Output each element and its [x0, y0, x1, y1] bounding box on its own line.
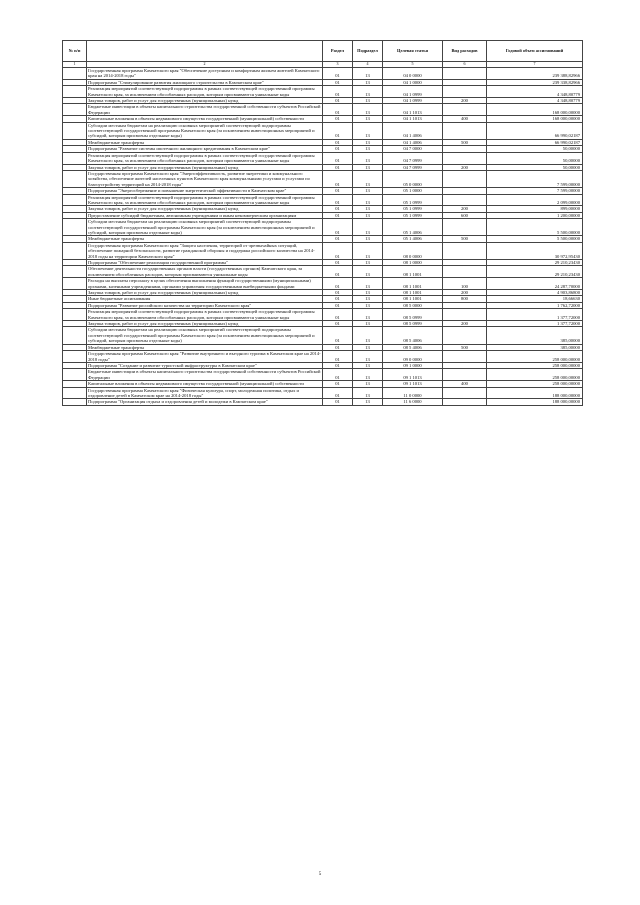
cell-razdel: 01: [323, 344, 353, 350]
cell-expense-type: 200: [443, 206, 487, 212]
cell-expense-type: 500: [443, 236, 487, 242]
cell-name: Подпрограмма "Энергосбережение и повышение энергетической эффективности в Камчатском крае": [87, 188, 323, 194]
table-row: [63, 68, 583, 80]
cell-amount: 258 000,00000: [487, 362, 583, 368]
cell-name: Бюджетные инвестиции в объекты капитального строительства государственной собственности субъектов Российской Федерации: [87, 369, 323, 381]
cell-name: Государственная программа Камчатского края "Физическая культура, спорт, молодежная политика, отдых и оздоровление детей в Камчатском крае на 2014-2018 годы": [87, 387, 323, 399]
cell-razdel: 01: [323, 104, 353, 116]
cell-amount: 50,00000: [487, 164, 583, 170]
column-number: 2: [87, 62, 323, 68]
cell-podrazdel: 13: [353, 381, 383, 387]
cell-row-number: [63, 351, 87, 363]
cell-name: Закупка товаров, работ и услуг для государственных (муниципальных) нужд: [87, 98, 323, 104]
cell-amount: 1 377,72000: [487, 321, 583, 327]
cell-amount: 7 599,00000: [487, 188, 583, 194]
cell-expense-type: 200: [443, 290, 487, 296]
cell-razdel: 01: [323, 387, 353, 399]
table-row: [63, 170, 583, 187]
cell-razdel: 01: [323, 212, 353, 218]
table-row: [63, 309, 583, 321]
cell-target-article: 04 1 4006: [383, 122, 443, 139]
cell-name: Закупка товаров, работ и услуг для государственных (муниципальных) нужд: [87, 206, 323, 212]
cell-expense-type: [443, 369, 487, 381]
cell-amount: 29 210,23430: [487, 260, 583, 266]
cell-podrazdel: 13: [353, 122, 383, 139]
table-row: [63, 194, 583, 206]
cell-name: Реализация мероприятий соответствующей подпрограммы в рамках соответствующей государственной программы Камчатского края, за исключением обособленных расходов, которым присваиваются уникальные коды: [87, 309, 323, 321]
cell-name: Межбюджетные трансферты: [87, 139, 323, 145]
cell-name: Предоставление субсидий бюджетным, автономным учреждениям и иным некоммерческим организациям: [87, 212, 323, 218]
cell-name: Межбюджетные трансферты: [87, 344, 323, 350]
cell-name: Закупка товаров, работ и услуг для государственных (муниципальных) нужд: [87, 321, 323, 327]
cell-target-article: 08 5 0999: [383, 321, 443, 327]
cell-razdel: 01: [323, 302, 353, 308]
cell-name: Закупка товаров, работ и услуг для государственных (муниципальных) нужд: [87, 290, 323, 296]
cell-amount: 30 972,95430: [487, 242, 583, 259]
table-row: [63, 351, 583, 363]
cell-podrazdel: 13: [353, 98, 383, 104]
column-number: 1: [63, 62, 87, 68]
cell-target-article: 08 1 1001: [383, 296, 443, 302]
cell-podrazdel: 13: [353, 327, 383, 344]
cell-razdel: 01: [323, 219, 353, 236]
cell-name: Подпрограмма "Развитие российского казачества на территории Камчатского края": [87, 302, 323, 308]
cell-podrazdel: 13: [353, 242, 383, 259]
cell-row-number: [63, 194, 87, 206]
cell-podrazdel: 13: [353, 152, 383, 164]
cell-expense-type: [443, 387, 487, 399]
cell-expense-type: [443, 170, 487, 187]
cell-name: Иные бюджетные ассигнования: [87, 296, 323, 302]
cell-target-article: 08 1 1001: [383, 266, 443, 278]
cell-razdel: 01: [323, 381, 353, 387]
cell-razdel: 01: [323, 242, 353, 259]
cell-expense-type: [443, 194, 487, 206]
cell-podrazdel: 13: [353, 309, 383, 321]
cell-razdel: 01: [323, 290, 353, 296]
table-row: [63, 104, 583, 116]
header-expense-type: Вид расходов: [443, 41, 487, 62]
cell-amount: 239 338,82966: [487, 79, 583, 85]
cell-target-article: 04 1 0000: [383, 79, 443, 85]
cell-amount: 168 000,00000: [487, 116, 583, 122]
cell-amount: 239 388,82966: [487, 68, 583, 80]
cell-expense-type: 500: [443, 344, 487, 350]
cell-name: Реализация мероприятий соответствующей подпрограммы в рамках соответствующей государственной программы Камчатского края, за исключением обособленных расходов, которым присваиваются уникальные коды: [87, 194, 323, 206]
cell-amount: 5 500,00000: [487, 219, 583, 236]
cell-amount: 66 990,02187: [487, 122, 583, 139]
budget-table: [62, 40, 583, 406]
cell-amount: 188 000,00000: [487, 387, 583, 399]
cell-name: Бюджетные инвестиции в объекты капитального строительства государственной собственности субъектов Российской Федерации: [87, 104, 323, 116]
cell-target-article: 05 1 0999: [383, 212, 443, 218]
cell-amount: 385,00000: [487, 344, 583, 350]
cell-amount: 385,00000: [487, 327, 583, 344]
cell-podrazdel: 13: [353, 362, 383, 368]
cell-podrazdel: 13: [353, 68, 383, 80]
header-no: № п/п: [63, 41, 87, 62]
cell-target-article: 08 1 1001: [383, 278, 443, 290]
cell-expense-type: [443, 309, 487, 321]
column-number: 6: [443, 62, 487, 68]
table-row: [63, 219, 583, 236]
cell-amount: 168 000,00000: [487, 104, 583, 116]
cell-razdel: 01: [323, 327, 353, 344]
cell-target-article: 11 6 0000: [383, 399, 443, 405]
cell-podrazdel: 13: [353, 219, 383, 236]
cell-razdel: 01: [323, 278, 353, 290]
cell-amount: 18,66630: [487, 296, 583, 302]
cell-expense-type: [443, 399, 487, 405]
cell-podrazdel: 13: [353, 302, 383, 308]
header-podrazdel: Подраздел: [353, 41, 383, 62]
cell-amount: 29 210,23430: [487, 266, 583, 278]
cell-razdel: 01: [323, 146, 353, 152]
cell-podrazdel: 13: [353, 351, 383, 363]
cell-target-article: 08 5 0000: [383, 302, 443, 308]
cell-podrazdel: 13: [353, 206, 383, 212]
cell-target-article: 08 0 0000: [383, 242, 443, 259]
cell-podrazdel: 13: [353, 146, 383, 152]
cell-podrazdel: 13: [353, 236, 383, 242]
cell-row-number: [63, 242, 87, 259]
cell-row-number: [63, 122, 87, 139]
cell-target-article: 04 1 1013: [383, 116, 443, 122]
cell-razdel: 01: [323, 362, 353, 368]
cell-name: Обеспечение деятельности государственных органов власти (государственных органов) Камчатского края, за исключением обособленных расходов, которым присваиваются уникальные коды: [87, 266, 323, 278]
header-annual-amount: Годовой объем ассигнований: [487, 41, 583, 62]
cell-target-article: 09 1 0000: [383, 362, 443, 368]
cell-podrazdel: 13: [353, 399, 383, 405]
cell-razdel: 01: [323, 152, 353, 164]
table-row: [63, 152, 583, 164]
column-number: 5: [383, 62, 443, 68]
cell-razdel: 01: [323, 139, 353, 145]
cell-row-number: [63, 104, 87, 116]
cell-target-article: 05 1 0999: [383, 194, 443, 206]
cell-razdel: 01: [323, 369, 353, 381]
cell-target-article: 09 0 0000: [383, 351, 443, 363]
cell-name: Подпрограмма "Организация отдыха и оздоровления детей и молодежи в Камчатском крае": [87, 399, 323, 405]
cell-target-article: 04 7 0000: [383, 146, 443, 152]
cell-razdel: 01: [323, 399, 353, 405]
cell-expense-type: [443, 68, 487, 80]
cell-amount: 4 348,80779: [487, 86, 583, 98]
cell-target-article: 11 0 0000: [383, 387, 443, 399]
cell-razdel: 01: [323, 98, 353, 104]
table-row: [63, 122, 583, 139]
cell-expense-type: [443, 219, 487, 236]
column-number: 7: [487, 62, 583, 68]
cell-name: Закупка товаров, работ и услуг для государственных (муниципальных) нужд: [87, 164, 323, 170]
cell-row-number: [63, 86, 87, 98]
cell-amount: 4 903,86800: [487, 290, 583, 296]
cell-podrazdel: 13: [353, 170, 383, 187]
cell-expense-type: 400: [443, 381, 487, 387]
cell-target-article: 08 5 4006: [383, 327, 443, 344]
cell-amount: 4 348,80779: [487, 98, 583, 104]
cell-name: Субсидии местным бюджетам на реализацию основных мероприятий соответствующей подпрограммы соответствующей государственной программы Камчатского края (за исключением инвестиционных мероприятий и субсидий, которым присвоены отдельные коды): [87, 122, 323, 139]
cell-row-number: [63, 327, 87, 344]
cell-amount: 66 990,02187: [487, 139, 583, 145]
cell-razdel: 01: [323, 122, 353, 139]
cell-row-number: [63, 170, 87, 187]
cell-name: Субсидии местным бюджетам на реализацию основных мероприятий соответствующей подпрограммы соответствующей государственной программы Камчатского края (за исключением инвестиционных мероприятий и субсидий, которым присвоены отдельные коды): [87, 219, 323, 236]
cell-target-article: 04 1 0999: [383, 98, 443, 104]
cell-podrazdel: 13: [353, 79, 383, 85]
cell-amount: 258 000,00000: [487, 351, 583, 363]
cell-razdel: 01: [323, 164, 353, 170]
budget-table-sheet: [62, 40, 582, 406]
cell-target-article: 04 0 0000: [383, 68, 443, 80]
cell-target-article: 05 0 0000: [383, 170, 443, 187]
cell-expense-type: [443, 351, 487, 363]
cell-name: Государственная программа Камчатского края "Развитие внутреннего и въездного туризма в Камчатском крае на 2014-2018 годы": [88, 351, 321, 362]
page-number: 5: [318, 872, 322, 877]
cell-amount: 24 287,70000: [487, 278, 583, 290]
cell-podrazdel: 13: [353, 290, 383, 296]
cell-target-article: 08 1 1001: [383, 290, 443, 296]
cell-podrazdel: 13: [353, 116, 383, 122]
table-row: [63, 86, 583, 98]
cell-amount: 5 500,00000: [487, 236, 583, 242]
cell-target-article: 05 1 0999: [383, 206, 443, 212]
cell-row-number: [63, 369, 87, 381]
cell-razdel: 01: [323, 206, 353, 212]
cell-expense-type: 200: [443, 98, 487, 104]
cell-podrazdel: 13: [353, 321, 383, 327]
cell-podrazdel: 13: [353, 296, 383, 302]
cell-target-article: 05 1 4006: [383, 236, 443, 242]
header-razdel: Раздел: [323, 41, 353, 62]
cell-razdel: 01: [323, 260, 353, 266]
cell-name: Расходы на выплаты персоналу в целях обеспечения выполнения функций государственными (муниципальными) органами, казенными учреждениями, органами управления государственными внебюджетными фондами: [87, 278, 323, 290]
cell-razdel: 01: [323, 351, 353, 363]
cell-expense-type: [443, 122, 487, 139]
cell-name: Подпрограмма "Обеспечение реализации государственной программы": [87, 260, 323, 266]
cell-row-number: [63, 219, 87, 236]
cell-name: Подпрограмма "Стимулирование развития жилищного строительства в Камчатском крае": [87, 79, 323, 85]
cell-target-article: 08 5 4006: [383, 344, 443, 350]
table-header-row: [63, 41, 583, 62]
cell-name: Государственная программа Камчатского края "Обеспечение доступным и комфортным жильем жителей Камчатского края на 2014-2018 годы": [87, 68, 323, 80]
cell-razdel: 01: [323, 86, 353, 98]
cell-amount: 258 000,00000: [487, 369, 583, 381]
table-body: [63, 68, 583, 406]
cell-amount: 1 377,72000: [487, 309, 583, 321]
cell-razdel: 01: [323, 79, 353, 85]
cell-row-number: [63, 278, 87, 290]
cell-expense-type: 600: [443, 212, 487, 218]
cell-name: Реализация мероприятий соответствующей подпрограммы в рамках соответствующей государственной программы Камчатского края, за исключением обособленных расходов, которым присваиваются уникальные коды: [87, 152, 323, 164]
cell-row-number: [63, 387, 87, 399]
cell-expense-type: [443, 86, 487, 98]
cell-name: Субсидии местным бюджетам на реализацию основных мероприятий соответствующей подпрограммы соответствующей государственной программы Камчатского края (за исключением инвестиционных мероприятий и субсидий, которым присвоены отдельные коды): [87, 327, 323, 344]
cell-target-article: 08 1 0000: [383, 260, 443, 266]
cell-razdel: 01: [323, 188, 353, 194]
cell-expense-type: 100: [443, 278, 487, 290]
cell-expense-type: [443, 104, 487, 116]
cell-expense-type: 800: [443, 296, 487, 302]
cell-razdel: 01: [323, 266, 353, 278]
cell-razdel: 01: [323, 321, 353, 327]
cell-razdel: 01: [323, 116, 353, 122]
cell-razdel: 01: [323, 194, 353, 206]
cell-name: Капитальные вложения в объекты недвижимого имущества государственной (муниципальной) собственности: [87, 381, 323, 387]
table-row: [63, 369, 583, 381]
cell-razdel: 01: [323, 296, 353, 302]
table-row: [63, 242, 583, 259]
cell-name: Подпрограмма "Создание и развитие туристской инфраструктуры в Камчатском крае": [87, 362, 323, 368]
cell-expense-type: [443, 266, 487, 278]
column-number: 4: [353, 62, 383, 68]
cell-podrazdel: 13: [353, 188, 383, 194]
cell-expense-type: 200: [443, 321, 487, 327]
cell-target-article: 04 1 0999: [383, 86, 443, 98]
cell-target-article: 09 1 1013: [383, 381, 443, 387]
cell-amount: 7 599,00000: [487, 170, 583, 187]
cell-podrazdel: 13: [353, 104, 383, 116]
cell-podrazdel: 13: [353, 344, 383, 350]
table-row: [63, 278, 583, 290]
header-name: [87, 41, 323, 62]
header-target-article: Целевая статья: [383, 41, 443, 62]
cell-target-article: 04 1 1013: [383, 104, 443, 116]
cell-target-article: 04 7 0999: [383, 152, 443, 164]
cell-amount: 1 762,72000: [487, 302, 583, 308]
cell-razdel: 01: [323, 170, 353, 187]
cell-razdel: 01: [323, 309, 353, 321]
cell-target-article: 09 1 1013: [383, 369, 443, 381]
cell-razdel: 01: [323, 68, 353, 80]
cell-expense-type: 400: [443, 116, 487, 122]
cell-name: Государственная программа Камчатского края "Энергоэффективность, развитие энергетики и коммунального хозяйства, обеспечение жителей населенных пунктов Камчатского края коммунальными услугами и услугами по благоустройству территорий на 2014-2018 годы": [87, 170, 323, 187]
cell-podrazdel: 13: [353, 387, 383, 399]
cell-razdel: 01: [323, 236, 353, 242]
cell-podrazdel: 13: [353, 369, 383, 381]
cell-target-article: 05 1 0000: [383, 188, 443, 194]
cell-podrazdel: 13: [353, 260, 383, 266]
cell-name: Государственная программа Камчатского края "Защита населения, территорий от чрезвычайных ситуаций, обеспечение пожарной безопасности, развитие гражданской обороны и поддержка российского казачества на 2014-2018 годы на территории Камчатского края": [87, 242, 323, 259]
cell-row-number: [63, 68, 87, 80]
cell-amount: 1 200,00000: [487, 212, 583, 218]
cell-podrazdel: 13: [353, 212, 383, 218]
cell-amount: 188 000,00000: [487, 399, 583, 405]
cell-name: Капитальные вложения в объекты недвижимого имущества государственной (муниципальной) собственности: [87, 116, 323, 122]
cell-podrazdel: 13: [353, 278, 383, 290]
cell-amount: 50,00000: [487, 152, 583, 164]
cell-row-number: [63, 266, 87, 278]
table-row: [63, 387, 583, 399]
cell-expense-type: [443, 152, 487, 164]
cell-name: Межбюджетные трансферты: [87, 236, 323, 242]
cell-amount: 899,00000: [487, 206, 583, 212]
cell-podrazdel: 13: [353, 164, 383, 170]
cell-expense-type: [443, 242, 487, 259]
cell-podrazdel: 13: [353, 194, 383, 206]
cell-row-number: [63, 399, 87, 405]
cell-expense-type: 500: [443, 139, 487, 145]
table-row: [63, 399, 583, 405]
cell-target-article: 04 1 4006: [383, 139, 443, 145]
cell-expense-type: [443, 327, 487, 344]
cell-target-article: 04 7 0999: [383, 164, 443, 170]
cell-target-article: 08 5 0999: [383, 309, 443, 321]
cell-expense-type: 200: [443, 164, 487, 170]
table-row: [63, 266, 583, 278]
cell-row-number: [63, 152, 87, 164]
table-row: [63, 327, 583, 344]
cell-row-number: [63, 309, 87, 321]
cell-podrazdel: 13: [353, 86, 383, 98]
cell-amount: 50,00000: [487, 146, 583, 152]
cell-target-article: 05 1 4006: [383, 219, 443, 236]
cell-amount: 258 000,00000: [487, 381, 583, 387]
cell-name: Подпрограмма "Развитие системы ипотечного жилищного кредитования в Камчатском крае": [87, 146, 323, 152]
cell-amount: 2 099,00000: [487, 194, 583, 206]
column-number: 3: [323, 62, 353, 68]
cell-podrazdel: 13: [353, 139, 383, 145]
cell-podrazdel: 13: [353, 266, 383, 278]
cell-name: Реализация мероприятий соответствующей подпрограммы в рамках соответствующей государственной программы Камчатского края, за исключением обособленных расходов, которым присваиваются уникальные коды: [87, 86, 323, 98]
